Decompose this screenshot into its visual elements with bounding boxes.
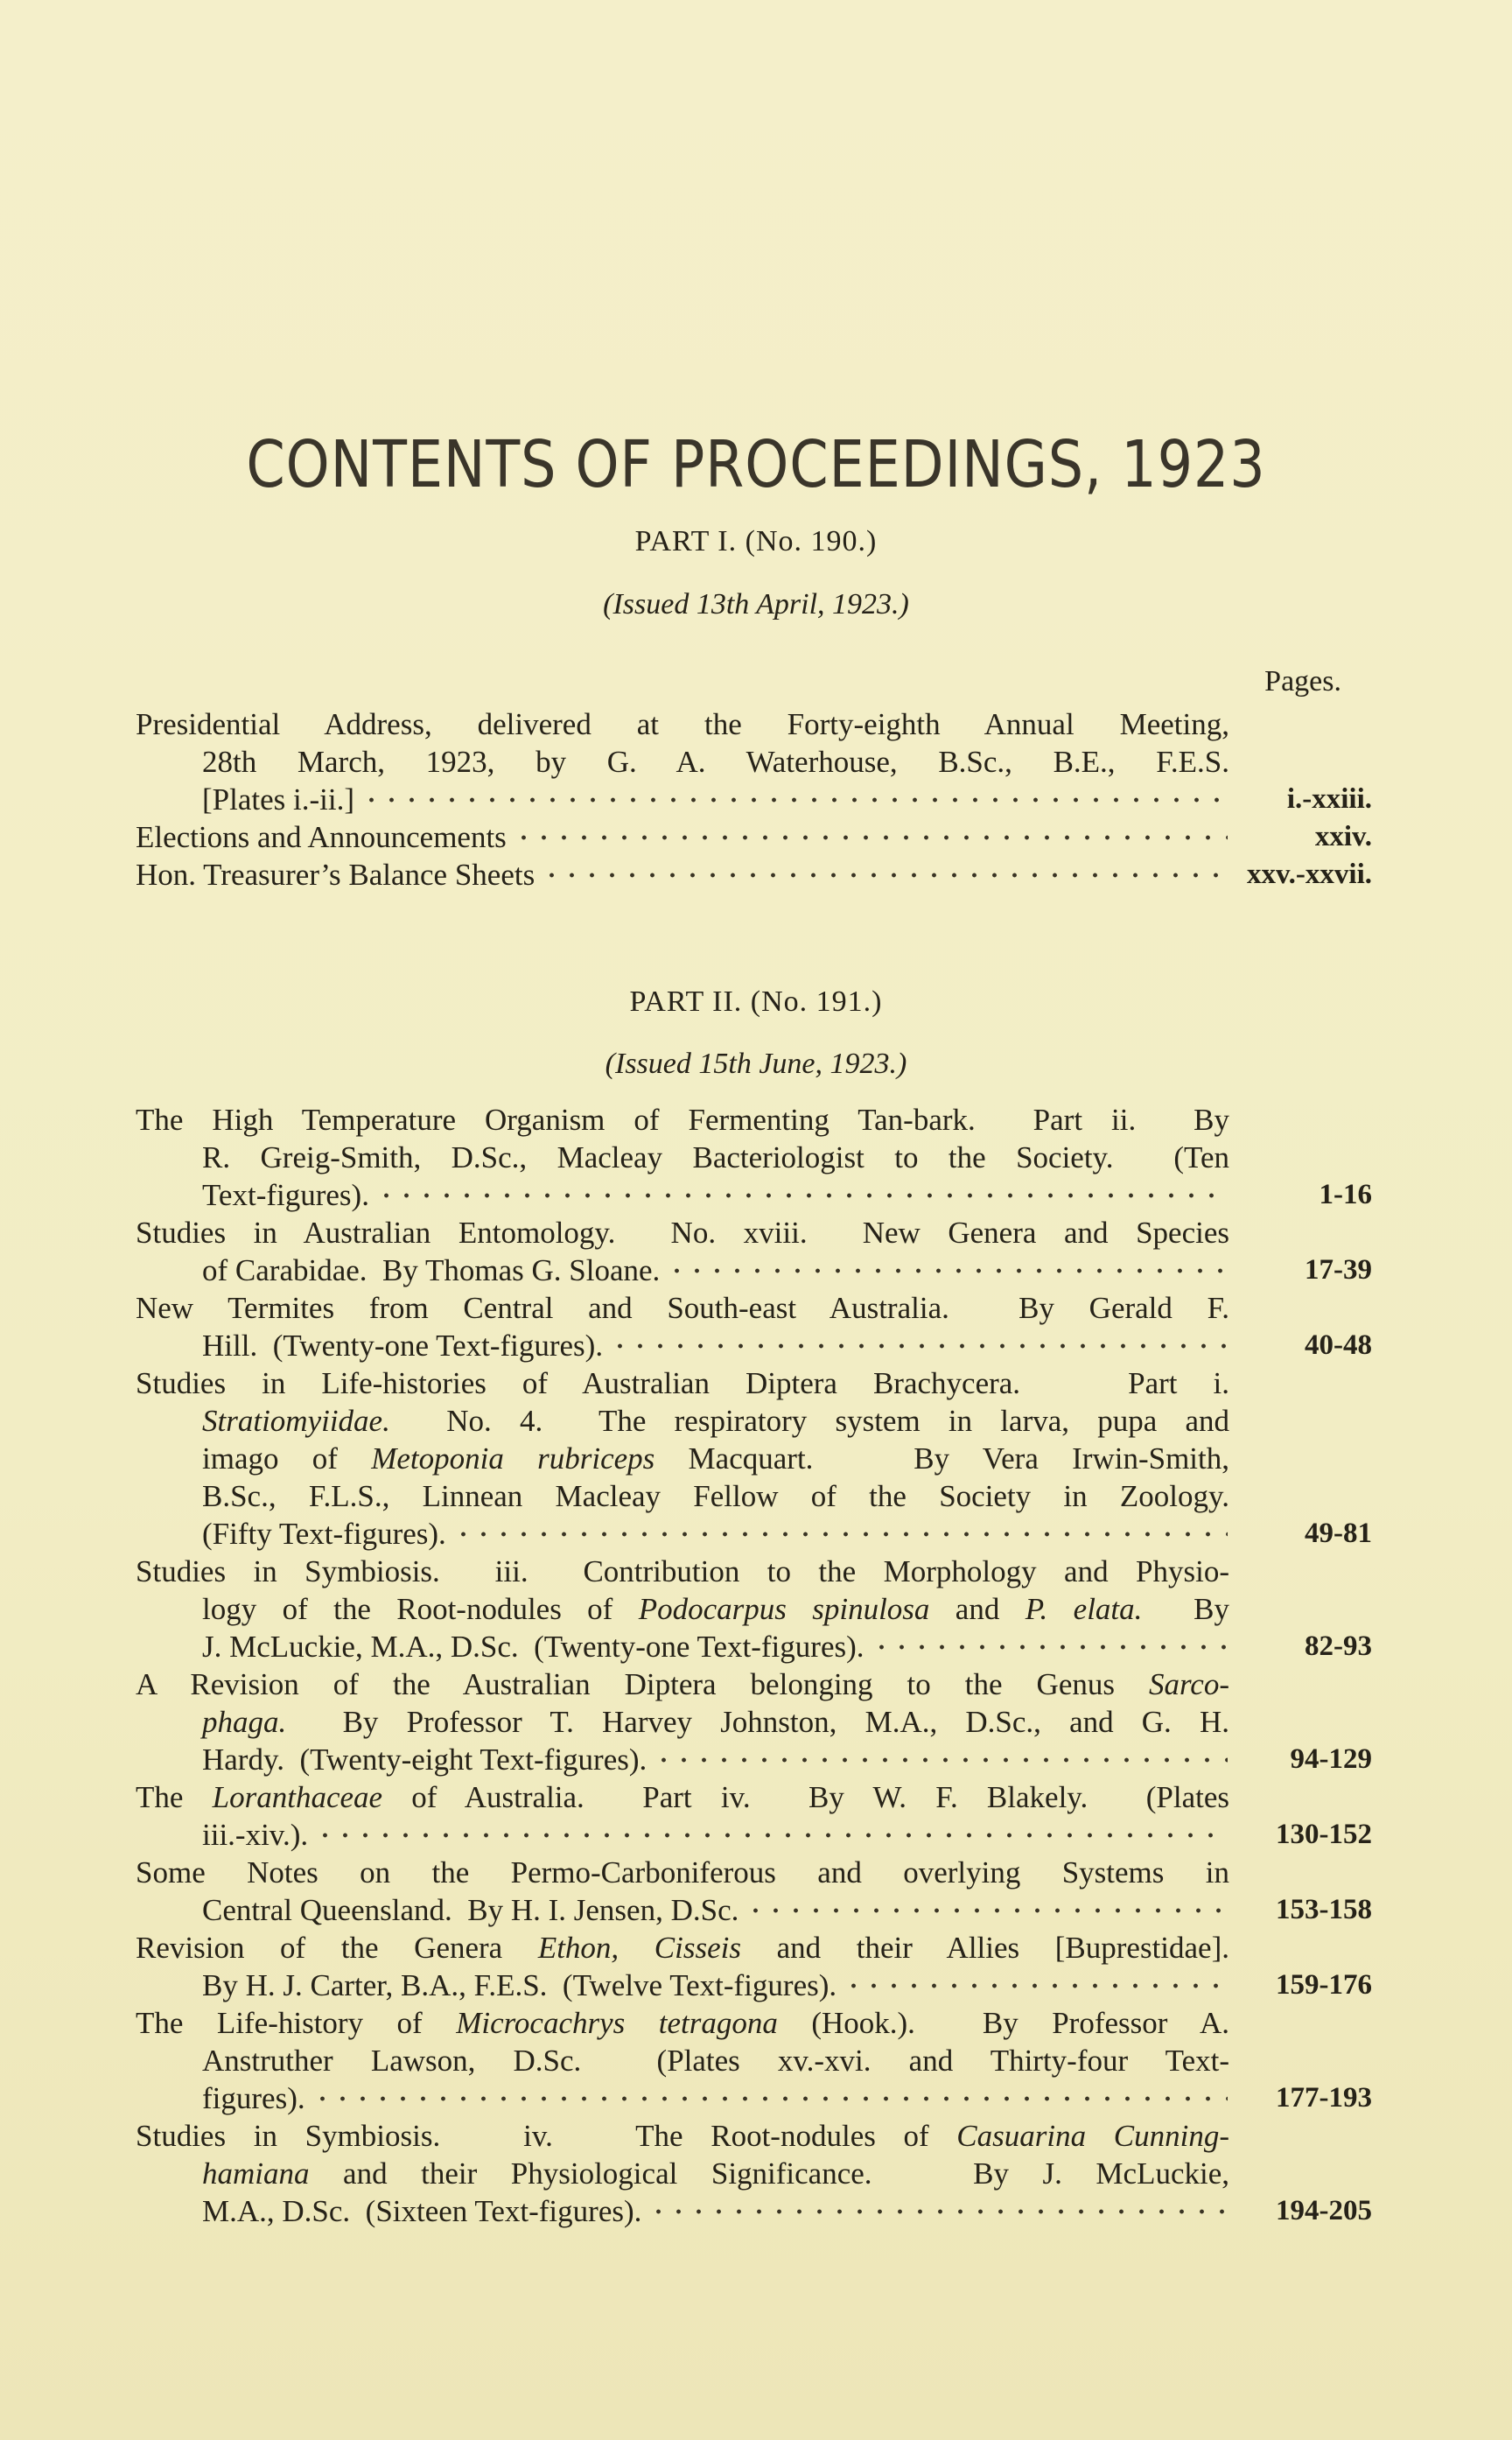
page-range: 17-39	[1305, 1254, 1372, 1286]
entry-line	[136, 1139, 1372, 1176]
page-range: i.-xxiii.	[1286, 783, 1372, 815]
text-segment: Revision of the Genera	[136, 1931, 538, 1965]
entry-line-text: Studies in Life-histories of Australian Diptera Brachycera. Part i.	[136, 1366, 1229, 1400]
page-range: 40-48	[1305, 1329, 1372, 1361]
page-range: 130-152	[1276, 1819, 1372, 1850]
entry-line	[136, 781, 1372, 818]
entry-line	[136, 856, 1372, 894]
contents-entry	[136, 1101, 1372, 1214]
entry-line	[136, 1854, 1372, 1891]
entry-line-text	[202, 1703, 1229, 1741]
entry-line-text: Hardy. (Twenty-eight Text-figures).	[202, 1742, 648, 1777]
entry-line	[136, 1440, 1372, 1477]
contents-entry	[136, 705, 1372, 818]
pages-column-label: Pages.	[1264, 665, 1341, 698]
entry-line	[136, 1741, 1372, 1778]
part-2-entries	[136, 1101, 1372, 2230]
entry-line	[136, 1364, 1372, 1402]
dot-leader	[648, 2207, 1228, 2216]
text-segment: Studies in Symbiosis. iv. The Root-nodules of	[136, 2119, 957, 2153]
italic-taxon-name: phaga.	[202, 1705, 287, 1739]
contents-entry	[136, 856, 1372, 894]
entry-line-text	[202, 1590, 1229, 1628]
dot-leader	[667, 1266, 1228, 1275]
entry-line-text	[202, 2155, 1229, 2192]
entry-line-text	[136, 2004, 1229, 2042]
page-range: xxiv.	[1314, 821, 1372, 852]
page-range: 177-193	[1276, 2082, 1372, 2114]
entry-line-text	[136, 1665, 1229, 1703]
page-title: CONTENTS OF PROCEEDINGS, 1923	[246, 427, 1266, 502]
entry-line	[136, 1101, 1372, 1139]
italic-taxon-name: Stratiomyiidae.	[202, 1404, 390, 1438]
entry-line	[136, 2079, 1372, 2117]
entry-line-text: Studies in Symbiosis. iii. Contribution to the Morphology and Physio-	[136, 1554, 1229, 1588]
entry-line-text: (Fifty Text-figures).	[202, 1517, 446, 1551]
text-segment: of Australia. Part iv. By W. F. Blakely. (Plates	[382, 1780, 1229, 1814]
entry-line-text: J. McLuckie, M.A., D.Sc. (Twenty-one Text-figures).	[202, 1630, 864, 1664]
entry-line	[136, 2004, 1372, 2042]
contents-entry	[136, 1778, 1372, 1854]
contents-entry	[136, 1854, 1372, 1929]
page-range: 159-176	[1276, 1969, 1372, 2001]
dot-leader	[746, 1906, 1228, 1915]
page-range: 153-158	[1276, 1894, 1372, 1925]
text-segment: imago of	[202, 1441, 372, 1476]
part-2-issued-date: (Issued 15th June, 1923.)	[605, 1048, 907, 1080]
part-1-entries	[136, 705, 1372, 894]
text-segment: By Professor T. Harvey Johnston, M.A., D.Sc., and G. H.	[286, 1705, 1229, 1739]
entry-line-text: R. Greig-Smith, D.Sc., Macleay Bacteriologist to the Society. (Ten	[202, 1140, 1229, 1174]
entry-line	[136, 1327, 1372, 1364]
entry-line-text: Text-figures).	[202, 1178, 369, 1212]
italic-taxon-name: Ethon, Cisseis	[537, 1931, 741, 1965]
contents-entry	[136, 2117, 1372, 2230]
entry-line-text: The High Temperature Organism of Fermenting Tan-bark. Part ii. By	[136, 1103, 1229, 1137]
entry-line	[136, 1929, 1372, 1967]
page-range: 49-81	[1305, 1518, 1372, 1549]
entry-line-text: Hon. Treasurer’s Balance Sheets	[136, 858, 536, 892]
entry-line-text: iii.-xiv.).	[202, 1818, 309, 1852]
entry-line-text	[202, 1402, 1229, 1440]
italic-taxon-name: Loranthaceae	[212, 1780, 383, 1814]
entry-line	[136, 2192, 1372, 2230]
text-segment: The	[136, 1780, 213, 1814]
entry-line-text: Presidential Address, delivered at the Forty-eighth Annual Meeting,	[136, 707, 1229, 741]
entry-line	[136, 1816, 1372, 1854]
dot-leader	[542, 871, 1228, 880]
entry-line	[136, 1477, 1372, 1515]
entry-line-text	[136, 2117, 1229, 2155]
entry-line	[136, 1891, 1372, 1929]
entry-line	[136, 1214, 1372, 1252]
dot-leader	[514, 833, 1228, 842]
contents-entry	[136, 818, 1372, 856]
entry-line	[136, 1967, 1372, 2004]
italic-taxon-name: Casuarina Cunning-	[956, 2119, 1229, 2153]
page-range: xxv.-xxvii.	[1246, 859, 1372, 890]
entry-line-text: By H. J. Carter, B.A., F.E.S. (Twelve Text-figures).	[202, 1968, 837, 2002]
italic-taxon-name: Metoponia rubriceps	[371, 1441, 655, 1476]
entry-line-text: Anstruther Lawson, D.Sc. (Plates xv.-xvi. and Thirty-four Text-	[202, 2044, 1229, 2078]
entry-line	[136, 818, 1372, 856]
text-segment: No. 4. The respiratory system in larva, pupa and	[389, 1404, 1229, 1438]
text-segment: and	[929, 1592, 1026, 1626]
contents-entry	[136, 1214, 1372, 1289]
italic-taxon-name: P. elata.	[1025, 1592, 1143, 1626]
contents-entry	[136, 1364, 1372, 1553]
page-range: 94-129	[1290, 1743, 1372, 1775]
entry-line-text: Some Notes on the Permo-Carboniferous and overlying Systems in	[136, 1855, 1229, 1890]
entry-line	[136, 743, 1372, 781]
entry-line-text: 28th March, 1923, by G. A. Waterhouse, B.Sc., B.E., F.E.S.	[202, 745, 1229, 779]
entry-line	[136, 1176, 1372, 1214]
part-1-issued-date: (Issued 13th April, 1923.)	[603, 588, 909, 621]
entry-line-text: Studies in Australian Entomology. No. xviii. New Genera and Species	[136, 1216, 1229, 1250]
entry-line	[136, 1289, 1372, 1327]
part-2-heading: PART II. (No. 191.)	[629, 985, 883, 1018]
entry-line	[136, 2042, 1372, 2079]
entry-line-text	[136, 1778, 1229, 1816]
contents-entry	[136, 1929, 1372, 2004]
entry-line-text: of Carabidae. By Thomas G. Sloane.	[202, 1253, 661, 1287]
text-segment: (Hook.). By Professor A.	[777, 2006, 1229, 2040]
entry-line-text: [Plates i.-ii.]	[202, 782, 354, 817]
italic-taxon-name: Podocarpus spinulosa	[638, 1592, 930, 1626]
text-segment: By	[1142, 1592, 1229, 1626]
italic-taxon-name: Sarco-	[1148, 1667, 1229, 1701]
entry-line	[136, 2155, 1372, 2192]
entry-line-text: figures).	[202, 2081, 305, 2115]
contents-entry	[136, 1665, 1372, 1778]
page-range: 82-93	[1305, 1630, 1372, 1662]
dot-leader	[872, 1643, 1228, 1651]
entry-line	[136, 705, 1372, 743]
entry-line-text: M.A., D.Sc. (Sixteen Text-figures).	[202, 2194, 642, 2228]
entry-line	[136, 1628, 1372, 1665]
entry-line	[136, 1703, 1372, 1741]
entry-line-text: B.Sc., F.L.S., Linnean Macleay Fellow of the Society in Zoology.	[202, 1479, 1229, 1513]
italic-taxon-name: hamiana	[202, 2156, 310, 2191]
text-segment: and their Physiological Significance. By J. McLuckie,	[309, 2156, 1229, 2191]
dot-leader	[361, 796, 1228, 804]
entry-line-text: Elections and Announcements	[136, 820, 507, 854]
dot-leader	[844, 1981, 1228, 1990]
entry-line-text: Hill. (Twenty-one Text-figures).	[202, 1329, 604, 1363]
dot-leader	[453, 1530, 1228, 1539]
page-range: 194-205	[1276, 2195, 1372, 2226]
entry-line	[136, 2117, 1372, 2155]
dot-leader	[312, 2094, 1228, 2103]
italic-taxon-name: Microcachrys tetragona	[456, 2006, 778, 2040]
dot-leader	[654, 1756, 1228, 1764]
text-segment: A Revision of the Australian Diptera belonging to the Genus	[136, 1667, 1149, 1701]
text-segment: and their Allies [Buprestidae].	[740, 1931, 1229, 1965]
entry-line-text	[202, 1440, 1229, 1477]
entry-line-text	[136, 1929, 1229, 1967]
entry-line	[136, 1778, 1372, 1816]
entry-line-text: New Termites from Central and South-east Australia. By Gerald F.	[136, 1291, 1229, 1325]
entry-line	[136, 1515, 1372, 1553]
text-segment: The Life-history of	[136, 2006, 457, 2040]
entry-line	[136, 1402, 1372, 1440]
dot-leader	[315, 1831, 1228, 1840]
dot-leader	[376, 1191, 1228, 1200]
contents-entry	[136, 1553, 1372, 1665]
page-range: 1-16	[1319, 1179, 1372, 1210]
entry-line	[136, 1665, 1372, 1703]
text-segment: Macquart. By Vera Irwin-Smith,	[654, 1441, 1229, 1476]
part-1-heading: PART I. (No. 190.)	[634, 525, 878, 557]
entry-line	[136, 1553, 1372, 1590]
entry-line	[136, 1590, 1372, 1628]
contents-entry	[136, 1289, 1372, 1364]
contents-entry	[136, 2004, 1372, 2117]
text-segment: logy of the Root-nodules of	[202, 1592, 639, 1626]
entry-line-text: Central Queensland. By H. I. Jensen, D.Sc.	[202, 1893, 739, 1927]
entry-line	[136, 1252, 1372, 1289]
dot-leader	[610, 1342, 1228, 1350]
